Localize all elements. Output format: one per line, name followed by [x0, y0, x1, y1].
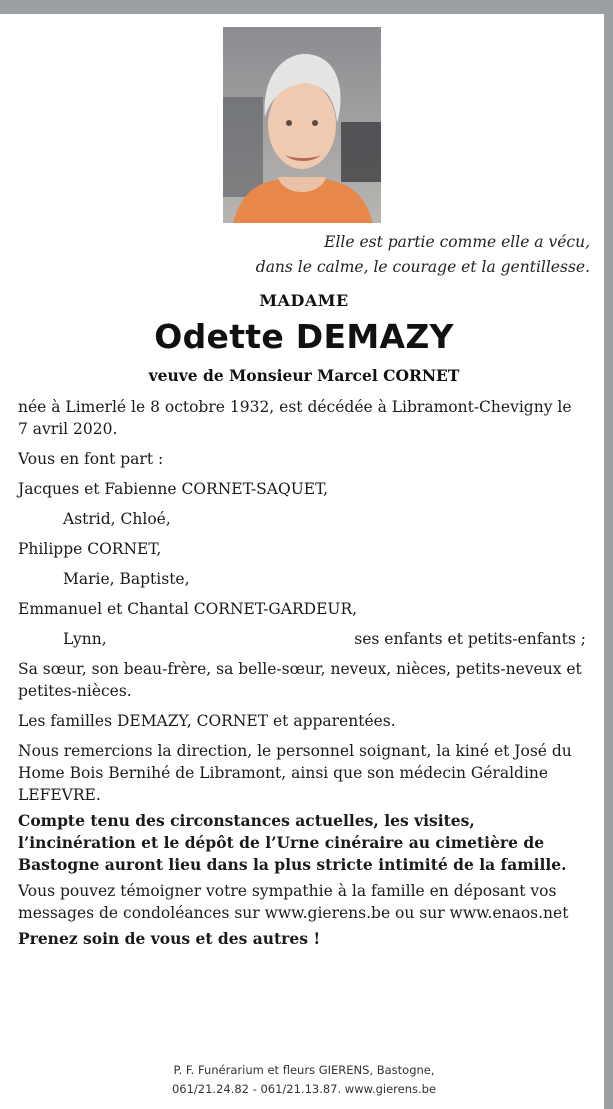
thanks-text: Nous remercions la direction, le personnel soignant, la kiné et José du Home Bois Bernihé de Libramont, ainsi que son médecin Géraldine LEFEVRE.	[18, 742, 572, 804]
birth-death-text: née à Limerlé le 8 octobre 1932, est décédée à Libramont-Chevigny le 7 avril 2020.	[18, 398, 572, 438]
quote-line-2: dans le calme, le courage et la gentillesse.	[255, 258, 590, 276]
children-note: ses enfants et petits-enfants ;	[354, 630, 586, 648]
intro-text: Vous en font part :	[18, 450, 164, 468]
siblings-text: Sa sœur, son beau-frère, sa belle-sœur, neveux, nièces, petits-neveux et petites-nièces.	[18, 660, 582, 700]
obituary-card	[0, 14, 604, 1109]
portrait-photo	[223, 27, 381, 223]
title-madame: MADAME	[259, 291, 349, 310]
deceased-name: Odette DEMAZY	[154, 317, 454, 356]
family-line: Astrid, Chloé,	[63, 510, 171, 528]
quote-line-1: Elle est partie comme elle a vécu,	[324, 233, 590, 251]
footer-line-2: 061/21.24.82 - 061/21.13.87. www.gierens.be	[171, 1082, 437, 1096]
quote	[256, 230, 590, 280]
condolences-text: Vous pouvez témoigner votre sympathie à la famille en déposant vos messages de condoléances sur www.gierens.be ou sur www.enaos.net	[18, 882, 569, 922]
families-text: Les familles DEMAZY, CORNET et apparentées.	[18, 712, 396, 730]
family-line: Marie, Baptiste,	[63, 570, 190, 588]
footer-line-1: P. F. Funérarium et fleurs GIERENS, Bastogne,	[173, 1063, 435, 1077]
grandchild-name: Lynn,	[63, 630, 107, 648]
announcement-body	[18, 396, 586, 950]
closing-text: Prenez soin de vous et des autres !	[18, 929, 321, 948]
family-line: Jacques et Fabienne CORNET-SAQUET,	[18, 480, 329, 498]
funeral-home-footer	[4, 1061, 604, 1099]
widow-line: veuve de Monsieur Marcel CORNET	[148, 366, 460, 385]
family-line: Philippe CORNET,	[18, 540, 162, 558]
family-line: Emmanuel et Chantal CORNET-GARDEUR,	[18, 600, 358, 618]
family-line-lynn	[18, 628, 586, 650]
ceremony-notice: Compte tenu des circonstances actuelles, les visites, l’incinération et le dépôt de l’Urne cinéraire au cimetière de Bastogne auront lieu dans la plus stricte intimité de la famille.	[18, 811, 567, 874]
